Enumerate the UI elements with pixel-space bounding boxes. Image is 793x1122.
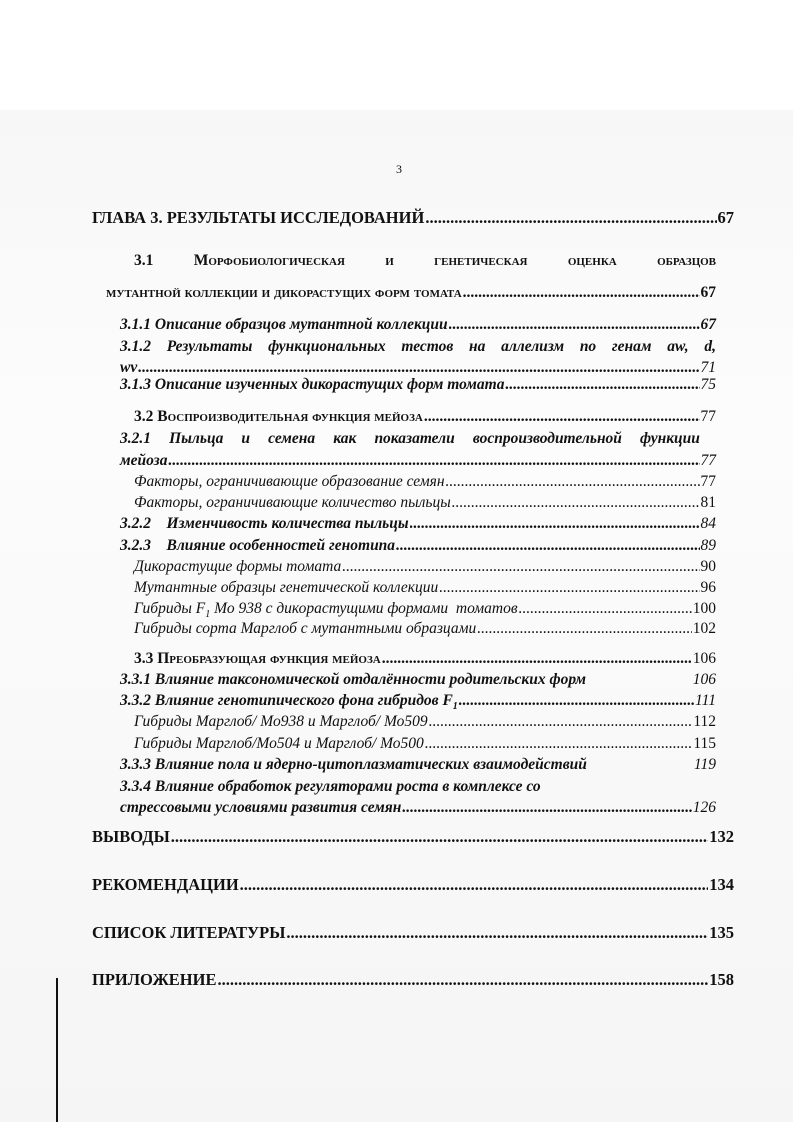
- toc-title: Гибриды Марглоб/Мо504 и Марглоб/ Мо500: [134, 735, 424, 752]
- toc-word: 3.2.1: [120, 430, 151, 447]
- toc-title: Факторы, ограничивающие образование семян: [134, 473, 445, 490]
- toc-section-3-1-line2: [106, 284, 716, 302]
- toc-leader: [382, 650, 692, 668]
- toc-leader: [286, 923, 708, 943]
- toc-page: 102: [692, 620, 716, 637]
- toc-title: Гибриды сорта Марглоб с мутантными образцами: [134, 620, 477, 637]
- toc-section-3-3: [134, 650, 716, 668]
- toc-subsection-3-3-4-line1: 3.3.4 Влияние обработок регуляторами роста в комплексе со: [120, 778, 541, 795]
- toc-page: 81: [700, 494, 716, 511]
- toc-word: оценка: [567, 252, 617, 269]
- toc-page: 84: [700, 515, 716, 532]
- toc-leader: [463, 284, 700, 302]
- toc-page: 100: [692, 600, 716, 617]
- toc-word: тестов: [401, 338, 454, 355]
- toc-leader: [168, 452, 699, 470]
- toc-leader: [171, 827, 708, 847]
- toc-title: мейоза: [120, 452, 168, 469]
- toc-title: 3.3.2 Влияние генотипического фона гибридов $F_1$: [120, 692, 458, 713]
- toc-title: 3.1.3 Описание изученных дикорастущих форм томата: [120, 376, 505, 393]
- toc-subsection-3-1-2-line2: [120, 359, 716, 377]
- toc-item: [134, 579, 716, 597]
- toc-title: Мутантные образцы генетической коллекции: [134, 579, 439, 596]
- toc-page: 77: [700, 473, 716, 490]
- toc-title: 3.2.2 Изменчивость количества пыльцы: [120, 515, 409, 532]
- toc-title: wv: [120, 359, 138, 376]
- toc-page: 111: [695, 692, 716, 709]
- toc-section-number: 3.1: [134, 252, 154, 269]
- toc-leader: [429, 713, 693, 731]
- toc-recommendations: [92, 875, 734, 895]
- toc-title: ПРИЛОЖЕНИЕ: [92, 970, 217, 989]
- toc-subsection-3-3-1: [120, 671, 716, 689]
- toc-subsection-3-1-1: [120, 316, 716, 334]
- toc-page: 67: [700, 284, 716, 301]
- toc-title: ГЛАВА 3. РЕЗУЛЬТАТЫ ИССЛЕДОВАНИЙ: [92, 208, 425, 227]
- toc-page: 106: [692, 671, 716, 688]
- toc-page: 126: [692, 799, 716, 816]
- toc-leader: [452, 494, 700, 512]
- toc-page: 158: [709, 970, 734, 989]
- toc-subsection-3-2-3: [120, 537, 716, 555]
- toc-subsection-3-1-2-line1: [120, 338, 716, 356]
- toc-page: 71: [700, 359, 716, 376]
- toc-title: ВЫВОДЫ: [92, 827, 170, 846]
- toc-item: [134, 620, 716, 638]
- toc-word: как: [333, 430, 357, 447]
- toc-word: функциональных: [268, 338, 386, 355]
- toc-section-3-2: [134, 408, 716, 426]
- toc-title: Гибриды $F_1$ Мо 938 с дикорастущими формами томатов: [134, 600, 518, 621]
- toc-word: Пыльца: [169, 430, 224, 447]
- toc-leader: [342, 558, 699, 576]
- toc-appendix: [92, 970, 734, 990]
- toc-subsection-3-3-2: [120, 692, 716, 712]
- toc-leader: [240, 875, 709, 895]
- toc-subsection-3-2-1-line1: [120, 430, 700, 448]
- toc-item: [134, 600, 716, 620]
- toc-leader: [424, 408, 700, 426]
- toc-title: 3.2 Воспроизводительная функция мейоза: [134, 408, 423, 425]
- toc-page: 67: [700, 316, 716, 333]
- toc-word: семена: [268, 430, 316, 447]
- toc-title: 3.2.3 Влияние особенностей генотипа: [120, 537, 396, 554]
- toc-word: 3.1.2: [120, 338, 151, 355]
- toc-title: 3.3.3 Влияние пола и ядерно-цитоплазматических взаимодействий: [120, 756, 587, 773]
- toc-word: генам: [611, 338, 652, 355]
- toc-leader: [425, 208, 716, 228]
- toc-leader: [217, 970, 708, 990]
- toc-page: 77: [700, 408, 716, 425]
- toc-word: образцов: [657, 252, 716, 269]
- toc-word: функции: [640, 430, 700, 447]
- toc-title: Факторы, ограничивающие количество пыльцы: [134, 494, 451, 511]
- toc-title: 3.3 Преобразующая функция мейоза: [134, 650, 381, 667]
- toc-leader: [410, 515, 700, 533]
- toc-word: и: [241, 430, 251, 447]
- toc-subsection-3-2-2: [120, 515, 716, 533]
- toc-word: на: [469, 338, 486, 355]
- toc-word: по: [579, 338, 597, 355]
- toc-page: 90: [700, 558, 716, 575]
- toc-conclusions: [92, 827, 734, 847]
- toc-chapter-3: [92, 208, 734, 228]
- toc-word: Морфобиологическая: [193, 252, 345, 269]
- toc-title: мутантной коллекции и дикорастущих форм томата: [106, 284, 462, 301]
- toc-leader: [439, 579, 699, 597]
- toc-leader: [449, 316, 700, 334]
- toc-leader: [446, 473, 700, 491]
- toc-page: 119: [693, 756, 716, 773]
- toc-word: аллелизм: [501, 338, 565, 355]
- toc-item: [134, 494, 716, 512]
- toc-page: 77: [700, 452, 716, 469]
- toc-page: 134: [709, 875, 734, 894]
- toc-leader: [425, 735, 693, 753]
- toc-page: 106: [692, 650, 716, 667]
- toc-page: 75: [700, 376, 716, 393]
- toc-page: 115: [693, 735, 716, 752]
- toc-title: Дикорастущие формы томата: [134, 558, 342, 575]
- toc-page: 67: [717, 208, 734, 227]
- toc-leader: [396, 537, 699, 555]
- toc-title: стрессовыми условиями развития семян: [120, 799, 402, 816]
- toc-leader: [477, 620, 692, 638]
- toc-title: 3.1.1 Описание образцов мутантной коллекции: [120, 316, 448, 333]
- toc-page: 96: [700, 579, 716, 596]
- toc-title: 3.3.1 Влияние таксономической отдалённости родительских форм: [120, 671, 586, 688]
- toc-subsection-3-2-1-line2: [120, 452, 716, 470]
- toc-leader: [402, 799, 691, 817]
- toc-word: Результаты: [166, 338, 253, 355]
- toc-title: СПИСОК ЛИТЕРАТУРЫ: [92, 923, 286, 942]
- margin-rule: [56, 978, 58, 1122]
- toc-page: 132: [709, 827, 734, 846]
- toc-word: d,: [704, 338, 716, 355]
- toc-word: генетическая: [434, 252, 528, 269]
- toc-item: [134, 558, 716, 576]
- toc-subsection-3-1-3: [120, 376, 716, 394]
- toc-word: aw,: [667, 338, 689, 355]
- toc-item: [134, 735, 716, 753]
- toc-subsection-3-3-3: [120, 756, 716, 774]
- toc-item: [134, 713, 716, 731]
- toc-section-3-1-line1: [134, 252, 716, 270]
- toc-word: показатели: [374, 430, 455, 447]
- toc-page: 135: [709, 923, 734, 942]
- toc-word: воспроизводительной: [472, 430, 622, 447]
- toc-page: 89: [700, 537, 716, 554]
- toc-leader: [505, 376, 699, 394]
- toc-leader: [138, 359, 699, 377]
- toc-references: [92, 923, 734, 943]
- toc-leader: [519, 600, 692, 618]
- toc-item: [134, 473, 716, 491]
- toc-subsection-3-3-4-line2: [120, 799, 716, 817]
- toc-leader: [459, 692, 694, 710]
- page-number: 3: [396, 162, 402, 176]
- toc-title: Гибриды Марглоб/ Мо938 и Марглоб/ Мо509: [134, 713, 428, 730]
- toc-page: 112: [693, 713, 716, 730]
- toc-title: РЕКОМЕНДАЦИИ: [92, 875, 239, 894]
- toc-word: и: [385, 252, 394, 269]
